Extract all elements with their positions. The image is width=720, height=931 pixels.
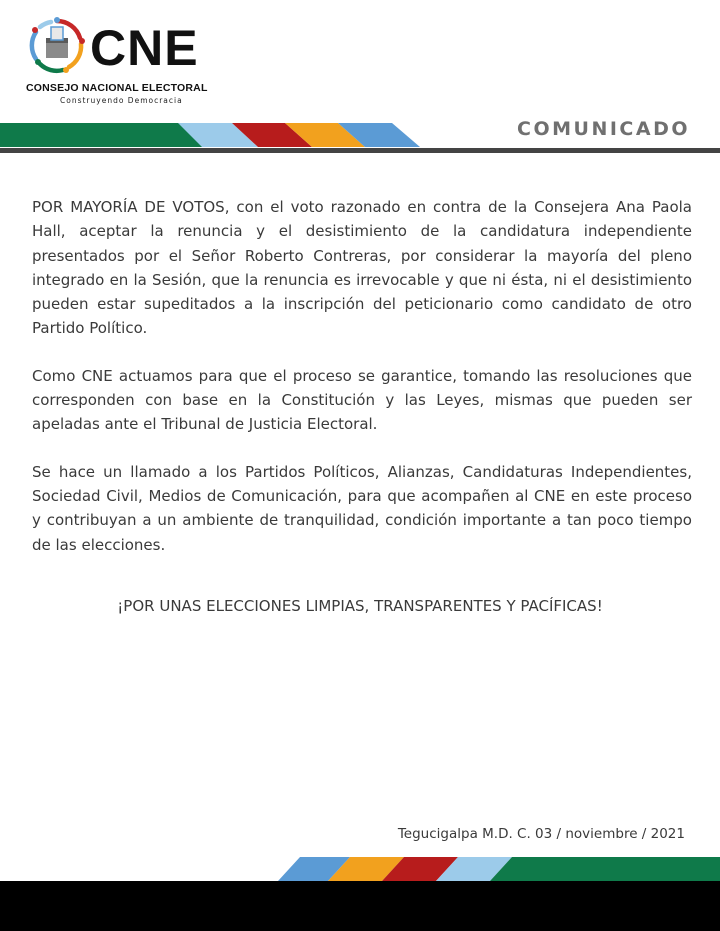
logo-tagline: Construyendo Democracia	[60, 96, 183, 105]
band-green-stripe	[0, 123, 210, 147]
page-title: COMUNICADO	[517, 118, 690, 140]
paragraph-2: Como CNE actuamos para que el proceso se garantice, tomando las resoluciones que corresponden con base en la Constitución y las Leyes, mismas que pueden ser apeladas ante el Tribunal de Justicia Electoral.	[32, 366, 692, 434]
footer-black-bar	[0, 881, 720, 931]
communique-body	[32, 195, 692, 580]
ballot-box-icon	[26, 14, 88, 80]
paragraph-1: POR MAYORÍA DE VOTOS, con el voto razonado en contra de la Consejera Ana Paola Hall, aceptar la renuncia y el desistimiento de la candidatura independiente presentados por el Señor Roberto Contreras, por considerar la mayoría del pleno integrado en la Sesión, que la renuncia es irrevocable y que ni ésta, ni el desistimiento pueden estar supeditados a la inscripción del peticionario como candidato de otro Partido Político.	[32, 198, 692, 338]
footer-green-stripe	[490, 857, 720, 881]
logo-full-name: CONSEJO NACIONAL ELECTORAL	[26, 82, 208, 94]
logo-acronym: CNE	[90, 20, 199, 76]
band-gray-line	[0, 148, 720, 153]
cne-logo	[26, 14, 226, 109]
slogan: ¡POR UNAS ELECCIONES LIMPIAS, TRANSPARENTES Y PACÍFICAS!	[117, 597, 603, 615]
dateline: Tegucigalpa M.D. C. 03 / noviembre / 2021	[397, 826, 685, 842]
footer-color-band	[0, 855, 720, 931]
paragraph-3: Se hace un llamado a los Partidos Políticos, Alianzas, Candidaturas Independientes, Sociedad Civil, Medios de Comunicación, para que acompañen al CNE en este proceso y contribuyan a un ambiente de tranquilidad, condición importante a tan poco tiempo de las elecciones.	[32, 462, 692, 554]
